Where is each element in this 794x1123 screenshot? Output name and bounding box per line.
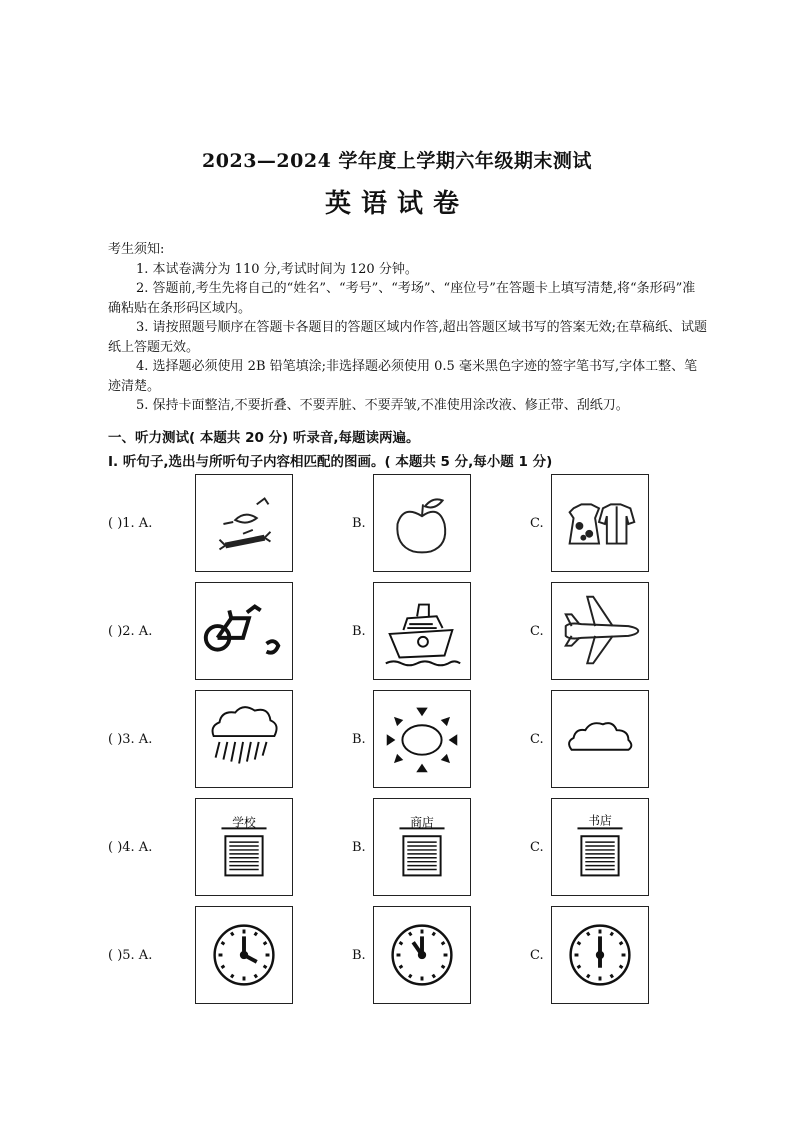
ship-icon [374, 583, 470, 679]
option-letter: B. [352, 948, 366, 963]
bike-icon [196, 583, 292, 679]
option-a-image[interactable] [195, 690, 293, 788]
option-b-image[interactable] [373, 474, 471, 572]
building-icon [196, 799, 292, 895]
question-label: ( )3. A. [108, 732, 153, 747]
rain-icon [196, 691, 292, 787]
notice-item: 5. 保持卡面整洁,不要折叠、不要弄脏、不要弄皱,不准使用涂改液、修正带、刮纸刀。 [136, 398, 629, 413]
building-icon [552, 799, 648, 895]
option-letter: C. [530, 732, 544, 747]
cloud-icon [552, 691, 648, 787]
option-letter: C. [530, 624, 544, 639]
option-b-image[interactable] [373, 690, 471, 788]
clothes-icon [552, 475, 648, 571]
exam-notice [108, 240, 708, 416]
option-c-image[interactable] [551, 474, 649, 572]
option-letter: B. [352, 624, 366, 639]
question-label: ( )5. A. [108, 948, 153, 963]
section-heading: 一、听力测试( 本题共 20 分) 听录音,每题读两遍。 [108, 430, 420, 446]
option-b-image[interactable] [373, 798, 471, 896]
subject-title: 英语试卷 [324, 189, 469, 219]
option-letter: B. [352, 732, 366, 747]
sun-icon [374, 691, 470, 787]
building-icon [374, 799, 470, 895]
part-heading: Ⅰ. 听句子,选出与所听句子内容相匹配的图画。( 本题共 5 分,每小题 1 分) [108, 454, 553, 470]
option-letter: B. [352, 516, 366, 531]
option-a-image[interactable] [195, 798, 293, 896]
option-a-image[interactable] [195, 582, 293, 680]
notice-item: 1. 本试卷满分为 110 分,考试时间为 120 分钟。 [136, 261, 418, 277]
option-b-image[interactable] [373, 582, 471, 680]
clock-icon [196, 907, 292, 1003]
building-sign: 商店 [410, 815, 434, 830]
option-b-image[interactable] [373, 906, 471, 1004]
option-letter: C. [530, 516, 544, 531]
notice-heading: 考生须知: [108, 242, 165, 257]
clock-icon [374, 907, 470, 1003]
question-label: ( )2. A. [108, 624, 153, 639]
option-a-image[interactable] [195, 906, 293, 1004]
notice-item: 4. 选择题必须使用 2B 铅笔填涂;非选择题必须使用 0.5 毫米黑色字迹的签字笔书写,字体工整、笔迹清楚。 [108, 359, 698, 394]
question-label: ( )1. A. [108, 516, 153, 531]
option-c-image[interactable] [551, 798, 649, 896]
exam-title: 2023—2024 学年度上学期六年级期末测试 [202, 150, 592, 172]
option-letter: C. [530, 948, 544, 963]
option-letter: C. [530, 840, 544, 855]
option-c-image[interactable] [551, 906, 649, 1004]
clock-icon [552, 907, 648, 1003]
question-label: ( )4. A. [108, 840, 153, 855]
plane-icon [552, 583, 648, 679]
option-c-image[interactable] [551, 582, 649, 680]
notice-item: 3. 请按照题号顺序在答题卡各题目的答题区域内作答,超出答题区域书写的答案无效;在草稿纸、试题纸上答题无效。 [108, 320, 708, 355]
option-letter: B. [352, 840, 366, 855]
building-sign: 书店 [588, 813, 612, 828]
notice-item: 2. 答题前,考生先将自己的“姓名”、“考号”、“考场”、“座位号”在答题卡上填写清楚,将“条形码”准确粘贴在条形码区域内。 [108, 281, 696, 316]
building-sign: 学校 [232, 815, 256, 830]
candy-icon [196, 475, 292, 571]
option-c-image[interactable] [551, 690, 649, 788]
option-a-image[interactable] [195, 474, 293, 572]
apple-icon [374, 475, 470, 571]
